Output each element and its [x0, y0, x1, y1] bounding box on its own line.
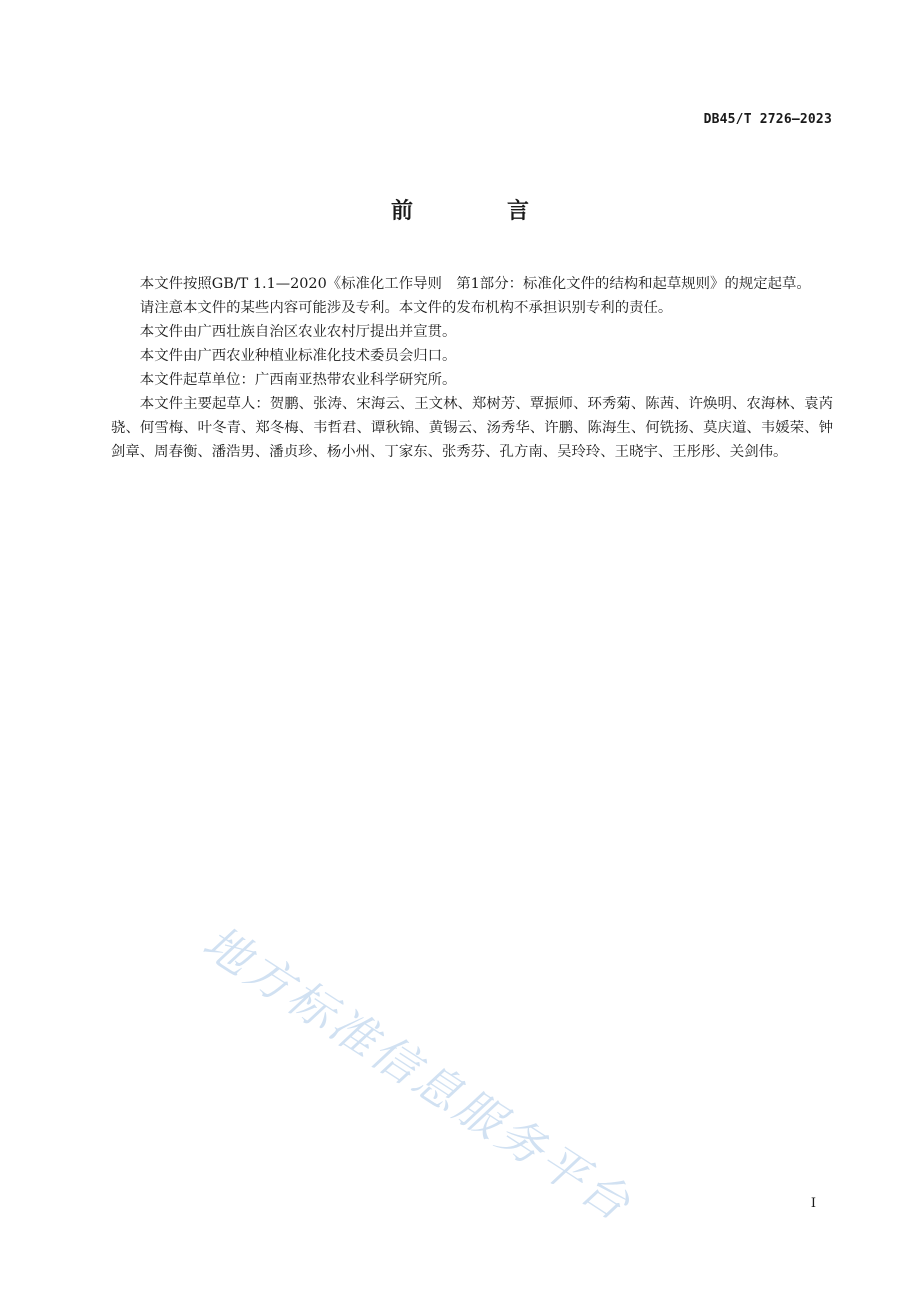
document-code: DB45/T 2726—2023	[703, 112, 832, 127]
watermark: 地方标准信息服务平台	[193, 914, 643, 1233]
paragraph-proposer: 本文件由广西壮族自治区农业农村厅提出并宣贯。	[139, 324, 457, 340]
preface-body	[111, 272, 833, 464]
page-title: 前 言	[390, 199, 565, 224]
paragraph-drafting-unit: 本文件起草单位：广西南亚热带农业科学研究所。	[139, 372, 457, 388]
paragraph-centralized-unit: 本文件由广西农业种植业标准化技术委员会归口。	[139, 348, 457, 364]
page-number: I	[810, 1196, 816, 1211]
paragraph-drafting-rules: 本文件按照GB/T 1.1—2020《标准化工作导则 第1部分：标准化文件的结构和起草规则》的规定起草。	[139, 276, 811, 292]
paragraph-drafters: 本文件主要起草人：贺鹏、张涛、宋海云、王文林、郑树芳、覃振师、环秀菊、陈茜、许焕明、农海林、袁芮骁、何雪梅、叶冬青、郑冬梅、韦哲君、谭秋锦、黄锡云、汤秀华、许鹏、陈海生、何铣扬、莫庆道、韦媛荣、钟剑章、周春衡、潘浩男、潘贞珍、杨小州、丁家东、张秀芬、孔方南、吴玲玲、王晓宇、王彤彤、关剑伟。	[111, 396, 833, 460]
paragraph-patent-notice: 请注意本文件的某些内容可能涉及专利。本文件的发布机构不承担识别专利的责任。	[139, 300, 673, 316]
